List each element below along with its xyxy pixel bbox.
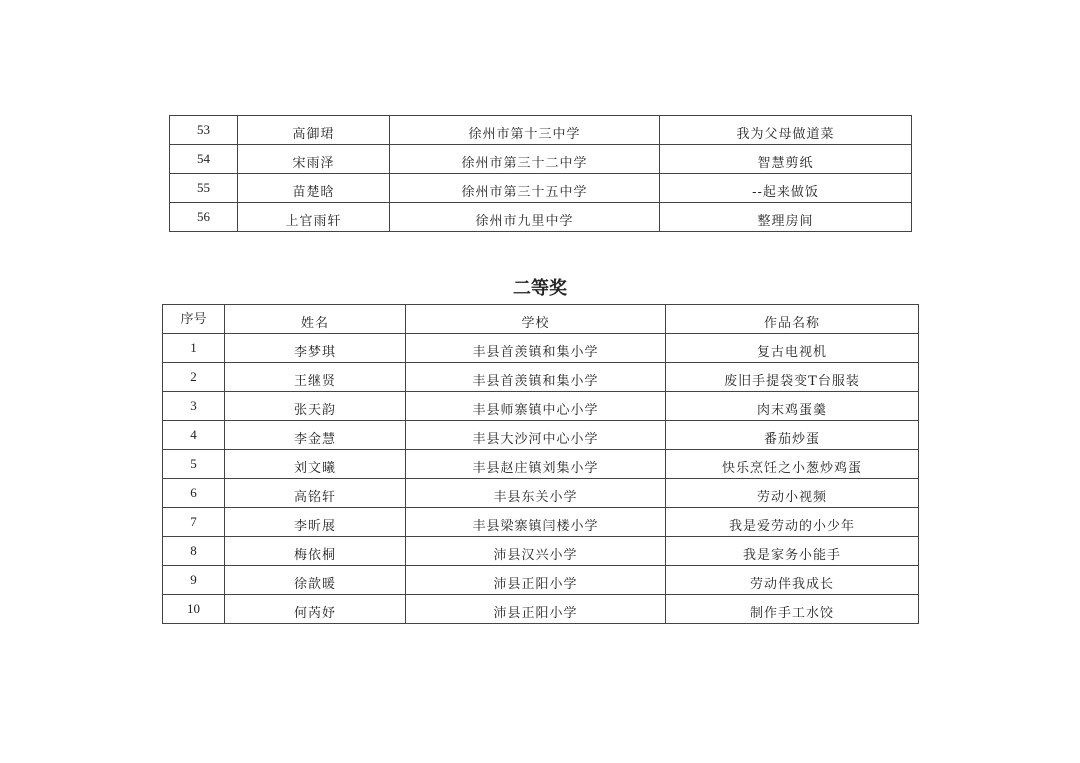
cell-no: 54 bbox=[170, 145, 238, 174]
header-no: 序号 bbox=[163, 305, 225, 334]
header-school: 学校 bbox=[406, 305, 666, 334]
cell-school: 徐州市第十三中学 bbox=[390, 116, 660, 145]
cell-no: 9 bbox=[163, 566, 225, 595]
table-row bbox=[163, 363, 919, 392]
table-row bbox=[163, 334, 919, 363]
cell-school: 丰县梁寨镇闫楼小学 bbox=[406, 508, 666, 537]
cell-name: 宋雨泽 bbox=[238, 145, 390, 174]
cell-name: 李昕展 bbox=[225, 508, 406, 537]
cell-name: 苗楚晗 bbox=[238, 174, 390, 203]
cell-school: 丰县赵庄镇刘集小学 bbox=[406, 450, 666, 479]
table-row bbox=[163, 450, 919, 479]
cell-name: 高铭轩 bbox=[225, 479, 406, 508]
cell-name: 王继贤 bbox=[225, 363, 406, 392]
section-title: 二等奖 bbox=[513, 278, 567, 299]
cell-no: 53 bbox=[170, 116, 238, 145]
cell-work: 复古电视机 bbox=[666, 334, 919, 363]
cell-name: 李梦琪 bbox=[225, 334, 406, 363]
table-row bbox=[163, 479, 919, 508]
header-work: 作品名称 bbox=[666, 305, 919, 334]
cell-name: 刘文曦 bbox=[225, 450, 406, 479]
cell-no: 8 bbox=[163, 537, 225, 566]
table-row bbox=[163, 537, 919, 566]
awards-table-continued bbox=[169, 115, 912, 232]
cell-school: 徐州市九里中学 bbox=[390, 203, 660, 232]
cell-school: 丰县首羡镇和集小学 bbox=[406, 363, 666, 392]
cell-work: 智慧剪纸 bbox=[660, 145, 912, 174]
cell-no: 2 bbox=[163, 363, 225, 392]
cell-no: 1 bbox=[163, 334, 225, 363]
cell-school: 沛县正阳小学 bbox=[406, 595, 666, 624]
cell-work: 劳动伴我成长 bbox=[666, 566, 919, 595]
cell-school: 丰县东关小学 bbox=[406, 479, 666, 508]
cell-work: 整理房间 bbox=[660, 203, 912, 232]
cell-work: 我是家务小能手 bbox=[666, 537, 919, 566]
cell-no: 3 bbox=[163, 392, 225, 421]
cell-no: 10 bbox=[163, 595, 225, 624]
cell-school: 丰县师寨镇中心小学 bbox=[406, 392, 666, 421]
cell-school: 丰县大沙河中心小学 bbox=[406, 421, 666, 450]
cell-work: 我为父母做道菜 bbox=[660, 116, 912, 145]
table-row bbox=[163, 392, 919, 421]
table-row bbox=[163, 566, 919, 595]
header-name: 姓名 bbox=[225, 305, 406, 334]
cell-work: --起来做饭 bbox=[660, 174, 912, 203]
cell-name: 上官雨轩 bbox=[238, 203, 390, 232]
cell-name: 梅依桐 bbox=[225, 537, 406, 566]
cell-no: 5 bbox=[163, 450, 225, 479]
table-row bbox=[170, 116, 912, 145]
cell-no: 56 bbox=[170, 203, 238, 232]
cell-work: 快乐烹饪之小葱炒鸡蛋 bbox=[666, 450, 919, 479]
table-header-row bbox=[163, 305, 919, 334]
table-row bbox=[170, 203, 912, 232]
cell-name: 张天韵 bbox=[225, 392, 406, 421]
cell-no: 7 bbox=[163, 508, 225, 537]
second-prize-table bbox=[162, 304, 919, 624]
cell-work: 我是爱劳动的小少年 bbox=[666, 508, 919, 537]
cell-no: 6 bbox=[163, 479, 225, 508]
cell-work: 肉末鸡蛋羹 bbox=[666, 392, 919, 421]
cell-no: 4 bbox=[163, 421, 225, 450]
table-row bbox=[163, 508, 919, 537]
cell-work: 制作手工水饺 bbox=[666, 595, 919, 624]
table-row bbox=[170, 174, 912, 203]
cell-work: 废旧手提袋变T台服装 bbox=[666, 363, 919, 392]
table-row bbox=[170, 145, 912, 174]
cell-name: 高御珺 bbox=[238, 116, 390, 145]
cell-school: 徐州市第三十二中学 bbox=[390, 145, 660, 174]
cell-name: 徐歆暖 bbox=[225, 566, 406, 595]
cell-school: 沛县汉兴小学 bbox=[406, 537, 666, 566]
cell-no: 55 bbox=[170, 174, 238, 203]
cell-work: 番茄炒蛋 bbox=[666, 421, 919, 450]
cell-school: 丰县首羡镇和集小学 bbox=[406, 334, 666, 363]
cell-work: 劳动小视频 bbox=[666, 479, 919, 508]
cell-name: 李金慧 bbox=[225, 421, 406, 450]
cell-school: 徐州市第三十五中学 bbox=[390, 174, 660, 203]
cell-school: 沛县正阳小学 bbox=[406, 566, 666, 595]
table-row bbox=[163, 421, 919, 450]
table-row bbox=[163, 595, 919, 624]
cell-name: 何芮妤 bbox=[225, 595, 406, 624]
